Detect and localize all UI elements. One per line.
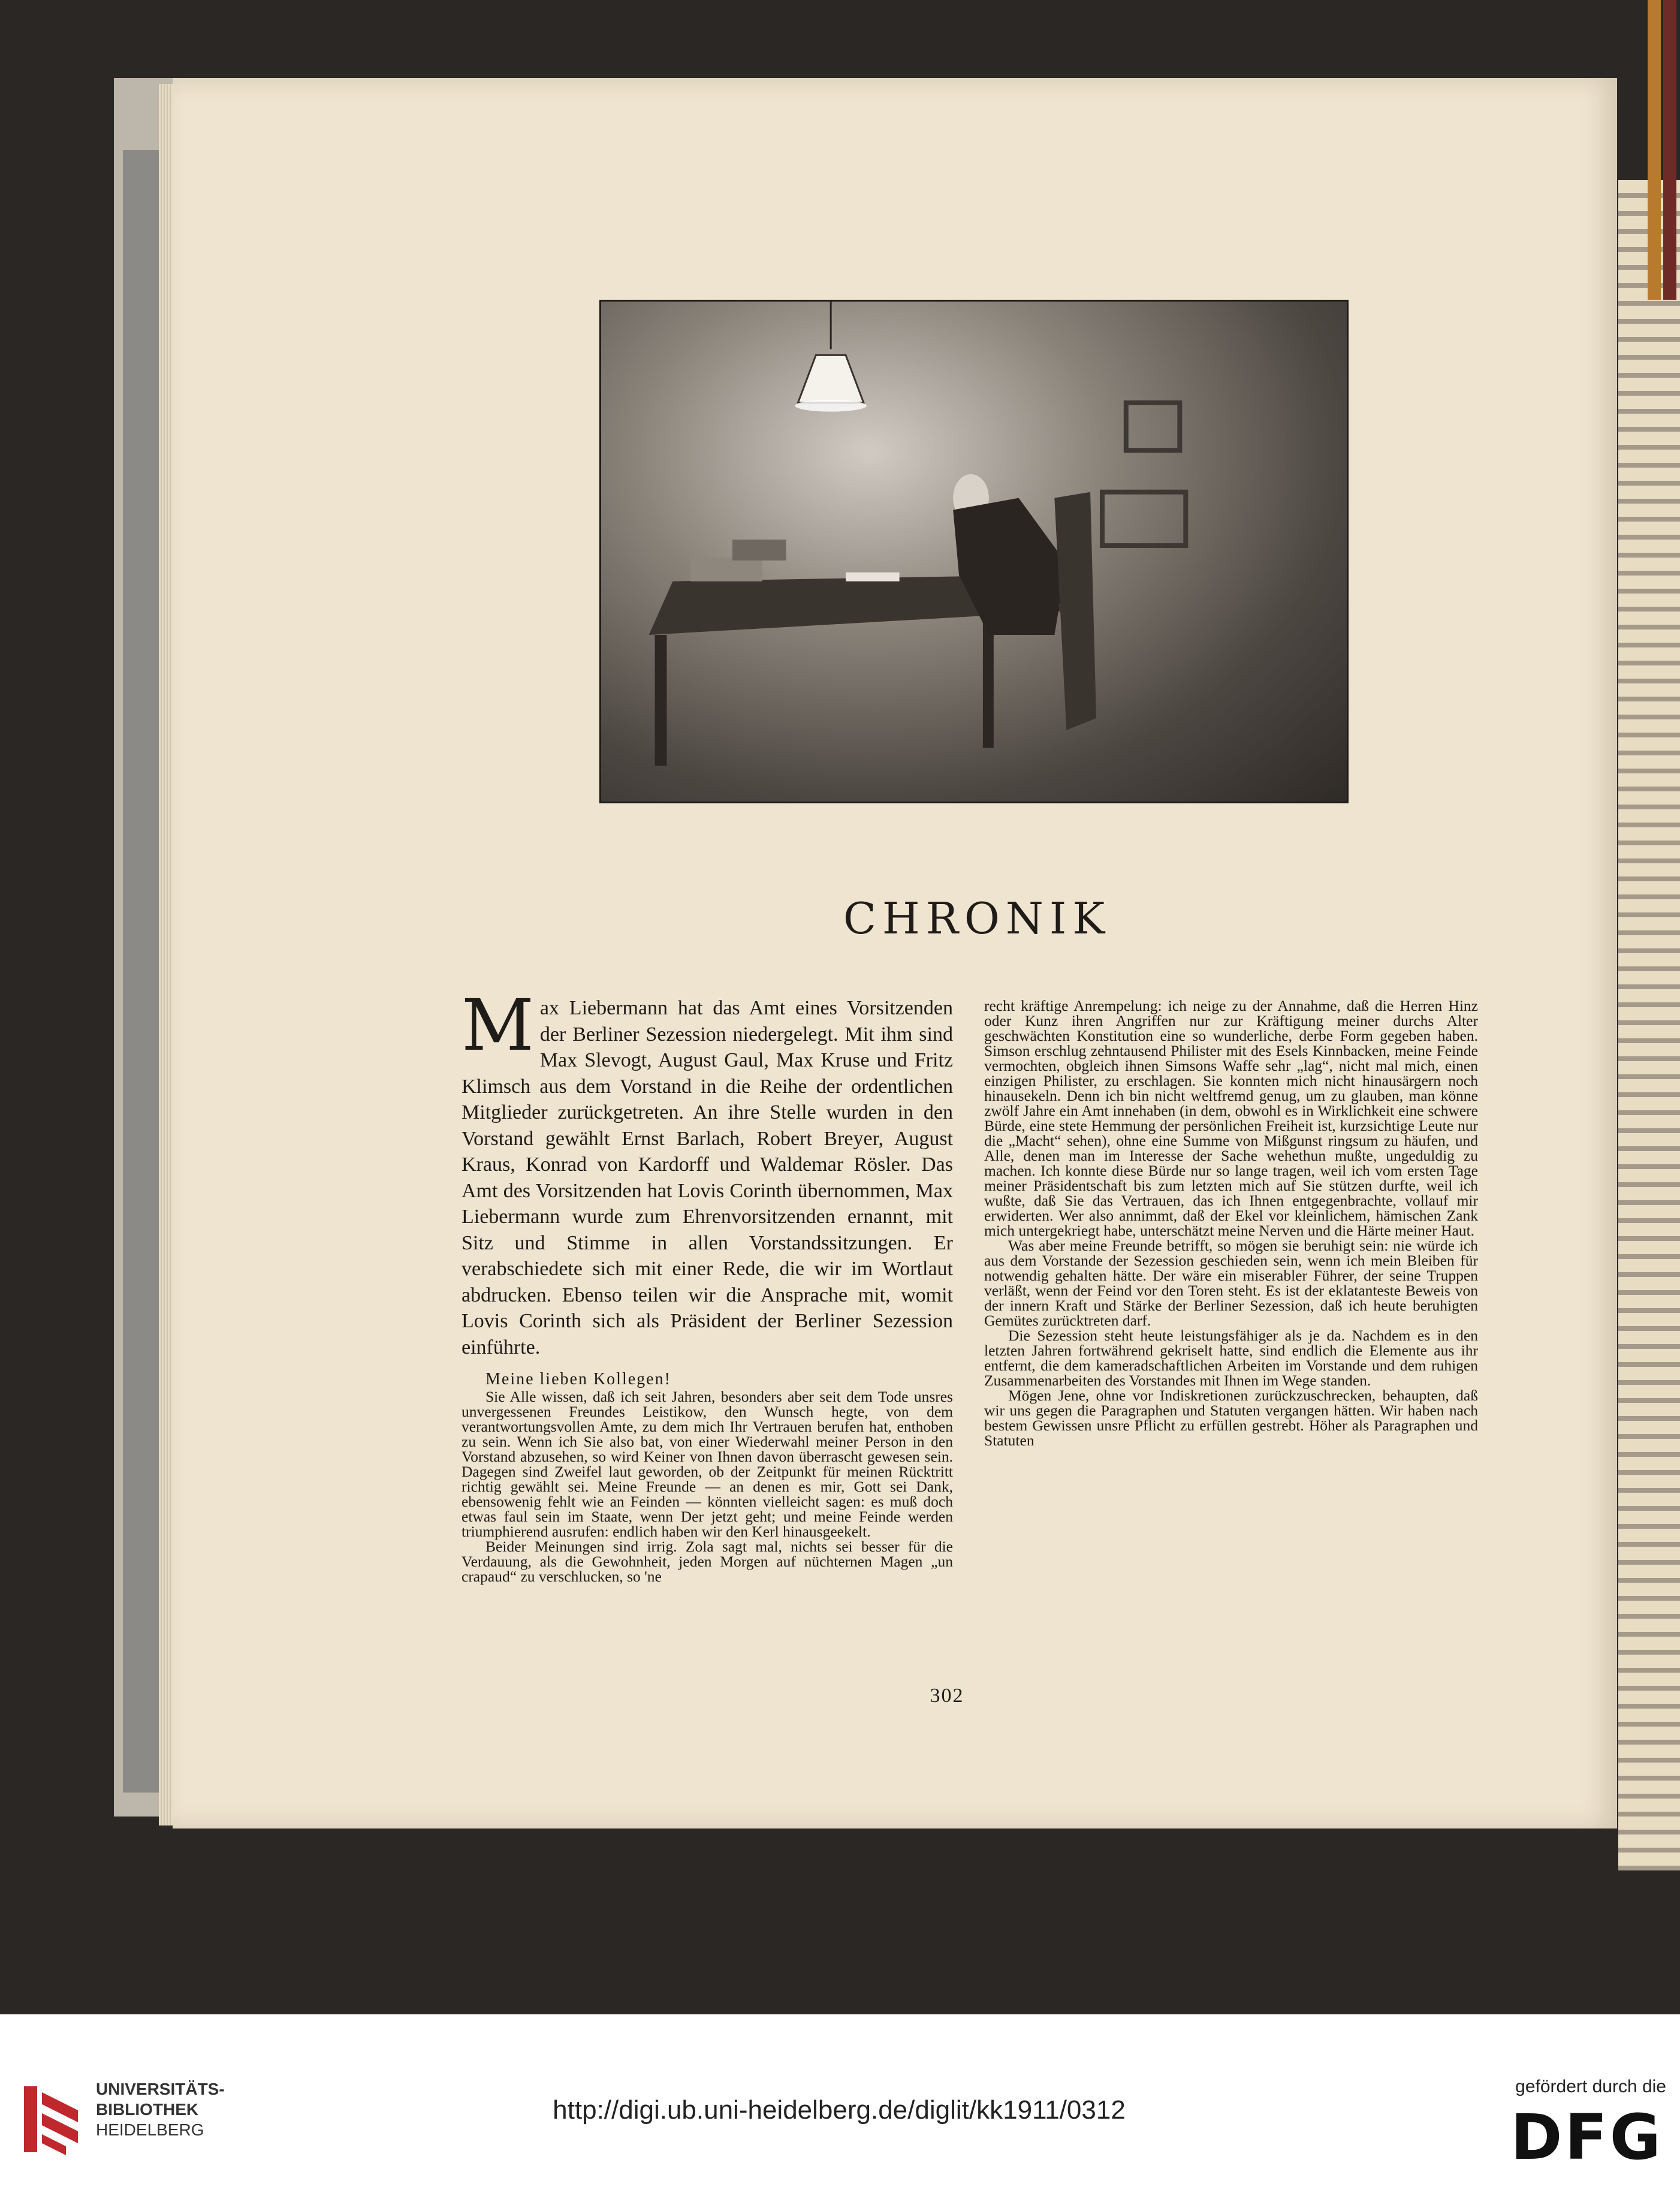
adjacent-page-edge xyxy=(1618,180,1680,1870)
speech-salutation: Meine lieben Kollegen! xyxy=(485,1370,671,1388)
lead-text: ax Liebermann hat das Amt eines Vorsitzenden der Berliner Sezession niedergelegt. Mit ihm sind Max Slevogt, August Gaul, Max Kruse und Fritz Klimsch aus dem Vorstand in die Reihe der ordentlichen Mitglieder zurückgetreten. An ihre Stelle wurden in den Vorstand gewählt Ernst Barlach, Robert Breyer, August Kraus, Konrad von Kardorff und Waldemar Rösler. Das Amt des Vorsitzenden hat Lovis Corinth übernommen, Max Liebermann wurde zum Ehrenvorsitzenden ernannt, mit Sitz und Stimme in allen Vorstandssitzungen. Er verabschiedete sich mit einer Rede, die wir im Wortlaut abdrucken. Ebenso teilen wir die Ansprache mit, womit Lovis Corinth sich als Präsident der Berliner Sezession einführte. xyxy=(462,997,953,1358)
permalink-url[interactable]: http://digi.ub.uni-heidelberg.de/diglit/kk1911/0312 xyxy=(553,2095,1126,2125)
speech-paragraph: Sie Alle wissen, daß ich seit Jahren, besonders aber seit dem Tode unsres unvergessenen Freundes Leistikow, den Wunsch hegte, von dem verantwortungsvollen Amte, zu dem mich Ihr Vertrauen berufen hat, enthoben zu sein. Wenn ich Sie also bat, von einer Wiederwahl meiner Person in den Vorstand abzusehen, so wird Keiner von Ihnen davon überrascht gewesen sein. Dagegen sind Zweifel laut geworden, ob der Zeitpunkt für meinen Rücktritt richtig gewählt sei. Meine Freunde — an denen es mir, Gott sei Dank, ebensowenig fehlt wie an Feinden — könnten vielleicht sagen: es muß doch etwas faul sein im Staate, wenn Der jetzt geht; und meine Feinde werden triumphierend ausrufen: endlich haben wir den Kerl hinausgeekelt. xyxy=(462,1388,953,1540)
right-column xyxy=(984,998,1478,1448)
speech-paragraph: Beider Meinungen sind irrig. Zola sagt mal, nichts sei besser für die Verdauung, als die Gewohnheit, jeden Morgen auf nüchternen Magen „un crapaud“ zu verschlucken, so 'ne xyxy=(462,1538,953,1585)
page-title: CHRONIK xyxy=(843,893,1111,944)
institution-name[interactable] xyxy=(96,2079,225,2140)
viewer-footer xyxy=(0,2014,1680,2187)
speech-paragraph: Die Sezession steht heute leistungsfähiger als je da. Nachdem es in den letzten Jahren fortwährend gekriselt hatte, sind endlich die Elemente aus ihr entfernt, die dem kameradschaftlichen Arbeiten im Vorstande und dem ruhigen Zusammenarbeiten des Vorstandes mit Ihnen im Wege standen. xyxy=(984,1327,1478,1389)
illustration-man-writing-under-lamp xyxy=(599,300,1349,803)
speech-paragraph: Mögen Jene, ohne vor Indiskretionen zurückzuschrecken, behaupten, daß wir uns gegen die Paragraphen und Statuten vergangen hätten. Wir haben nach bestem Gewissen unsre Pflicht zu erfüllen gestrebt. Höher als Paragraphen und Statuten xyxy=(984,1387,1478,1449)
lead-paragraph xyxy=(462,984,953,1360)
university-library-logo-icon[interactable] xyxy=(18,2080,90,2158)
institution-line: BIBLIOTHEK xyxy=(96,2100,199,2119)
dfg-logo-icon[interactable]: DFG xyxy=(1510,2101,1663,2174)
drop-cap: M xyxy=(462,984,534,1067)
institution-line: HEIDELBERG xyxy=(96,2120,204,2139)
page-number: 302 xyxy=(930,1685,964,1707)
bookmark-tabs xyxy=(1645,0,1680,300)
sponsor-label: gefördert durch die xyxy=(1515,2077,1666,2096)
left-column xyxy=(462,984,953,1585)
speech-paragraph: Was aber meine Freunde betrifft, so mögen sie beruhigt sein: nie würde ich aus dem Vorstande der Sezession geschieden sein, wenn ich mein Bleiben für notwendig gehalten hätte. Der wäre ein miserabler Führer, der seine Truppen verläßt, wenn der Feind vor den Toren steht. Es ist der eklatanteste Beweis von der innern Kraft und Stärke der Berliner Sezession, daß ich heute beruhigten Gemütes zurücktreten darf. xyxy=(984,1237,1478,1329)
institution-line: UNIVERSITÄTS- xyxy=(96,2080,225,2098)
speech-paragraph: recht kräftige Anrempelung: ich neige zu der Annahme, daß die Herren Hinz oder Kunz ihren Angriffen nur zur Kräftigung meiner durchs Alter geschwächten Konstitution eine so wunderliche, derbe Form gegeben haben. Simson erschlug zehntausend Philister mit des Esels Kinnbacken, meine Feinde vermochten, obgleich ihnen Simsons Waffe sehr „lag“, nicht mal mich, einen einzigen Philister, zu erschlagen. Sie konnten mich nicht hinausärgern noch hinausekeln. Denn ich bin nicht weltfremd genug, um zu glauben, man könne zwölf Jahre ein Amt innehaben (in dem, obwohl es in Wirklichkeit eine schwere Bürde, eine stete Hemmung der persönlichen Freiheit ist, kurzsichtige Leute nur die „Macht“ sehen), ohne eine Summe von Mißgunst ringsum zu häufen, und Alle, denen man im Interesse der Sache wehethun mußte, ungeduldig zu machen. Ich konnte diese Bürde nur so lange tragen, weil ich vom ersten Tage meiner Präsidentschaft bis zum letzten mich auf Sie stützen durfte, weil ich wußte, daß Sie das Vertrauen, das ich Ihnen entgegenbrachte, vollauf mir erwiderten. Wer also annimmt, daß der Ekel vor kleinlichem, hämischen Zank mich untergekriegt habe, unterschätzt meine Nerven und die Härte meiner Haut. xyxy=(984,997,1478,1239)
